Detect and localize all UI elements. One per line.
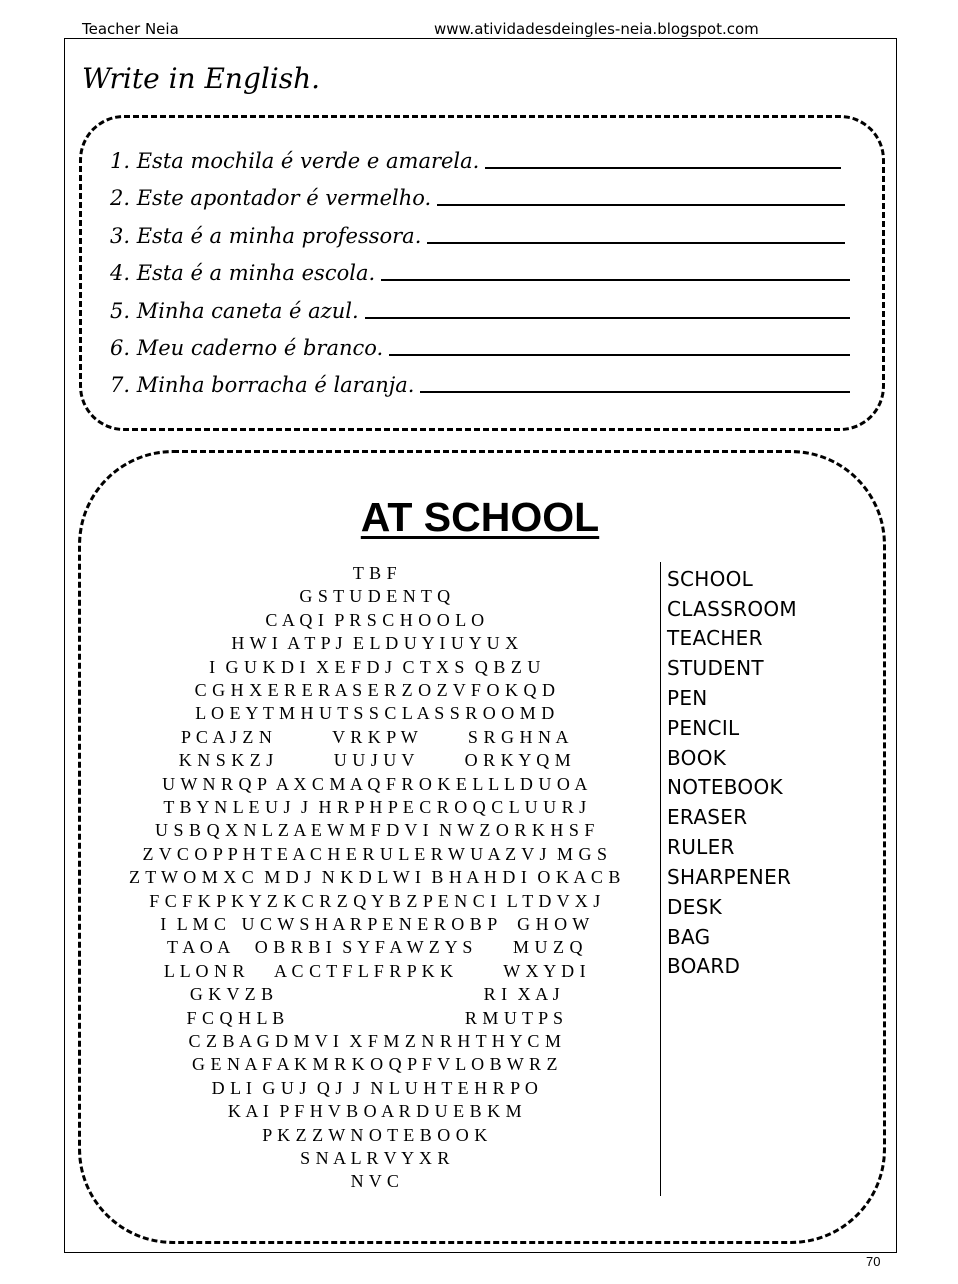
grid-row: K N S K Z J U U J U V O R K Y Q M bbox=[178, 750, 572, 771]
question-2-text: 2. Este apontador é vermelho. bbox=[110, 186, 432, 210]
grid-row: Z V C O P P H T E A C H E R U L E R W U A Z V J M G S bbox=[142, 843, 608, 864]
grid-row: I L M C U C W S H A R P E N E R O B P G H O W bbox=[160, 914, 590, 934]
word-list-item: PEN bbox=[667, 686, 708, 710]
question-4-text: 4. Esta é a minha escola. bbox=[110, 261, 376, 285]
word-list-item: SCHOOL bbox=[667, 567, 754, 591]
grid-row: F C Q H L B R M U T P S bbox=[186, 1007, 564, 1028]
word-list-item: RULER bbox=[667, 835, 735, 859]
grid-row: L O E Y T M H U T S S C L A S S R O O M D bbox=[195, 703, 555, 724]
question-3-text: 3. Esta é a minha professora. bbox=[110, 224, 422, 248]
word-list-item: CLASSROOM bbox=[667, 597, 797, 621]
word-list-item: PENCIL bbox=[667, 716, 740, 740]
grid-row: F C F K P K Y Z K C R Z Q Y B Z P E N C I L T D V X J bbox=[149, 890, 601, 911]
grid-row: H W I A T P J E L D U Y I U Y U X bbox=[231, 633, 519, 654]
word-search-title: AT SCHOOL bbox=[360, 494, 600, 540]
word-list-item: NOTEBOOK bbox=[667, 775, 783, 799]
column-divider bbox=[660, 562, 661, 1196]
grid-row: S N A L R V Y X R bbox=[300, 1148, 450, 1168]
grid-row: U W N R Q P A X C M A Q F R O K E L L L D U O A bbox=[162, 773, 588, 794]
grid-row: G K V Z B R I X A J bbox=[189, 984, 561, 1005]
word-list-item: DESK bbox=[667, 895, 723, 919]
grid-row: G S T U D E N T Q bbox=[299, 586, 451, 607]
grid-row: P C A J Z N V R K P W S R G H N A bbox=[181, 726, 569, 747]
word-list-item: BAG bbox=[667, 925, 711, 949]
question-1-text: 1. Esta mochila é verde e amarela. bbox=[110, 149, 480, 173]
grid-row: T A O A O B R B I S Y F A W Z Y S M U Z Q bbox=[167, 937, 583, 958]
grid-row: D L I G U J Q J J N L U H T E H R P O bbox=[211, 1077, 539, 1098]
question-2 bbox=[110, 181, 845, 211]
grid-row: N V C bbox=[350, 1171, 400, 1192]
question-3 bbox=[110, 219, 845, 249]
grid-row: L L O N R A C C T F L F R P K K W X Y D I bbox=[163, 960, 587, 981]
grid-row: C Z B A G D M V I X F M Z N R H T H Y C M bbox=[188, 1031, 562, 1051]
answer-line-5[interactable] bbox=[365, 317, 850, 319]
word-list-item: BOOK bbox=[667, 746, 727, 770]
grid-row: C G H X E R E R A S E R Z O Z V F O K Q D bbox=[194, 680, 556, 700]
answer-line-3[interactable] bbox=[427, 242, 845, 244]
question-5-text: 5. Minha caneta é azul. bbox=[110, 299, 359, 323]
answer-line-4[interactable] bbox=[381, 279, 850, 281]
word-list-item: SHARPENER bbox=[667, 865, 792, 889]
grid-row: T B F bbox=[352, 563, 398, 583]
grid-row: T B Y N L E U J J H R P H P E C R O Q C L U U R J bbox=[163, 797, 587, 817]
question-4 bbox=[110, 256, 850, 286]
word-list-item: TEACHER bbox=[667, 626, 763, 650]
grid-row: P K Z Z W N O T E B O O K bbox=[262, 1124, 488, 1145]
grid-row: K A I P F H V B O A R D U E B K M bbox=[227, 1101, 523, 1122]
answer-line-6[interactable] bbox=[389, 354, 850, 356]
grid-row: U S B Q X N L Z A E W M F D V I N W Z O R K H S F bbox=[155, 820, 595, 841]
question-6-text: 6. Meu caderno é branco. bbox=[110, 336, 384, 360]
question-6 bbox=[110, 331, 850, 361]
grid-row: Z T W O M X C M D J N K D L W I B H A H D I O K A C B bbox=[129, 867, 621, 888]
question-5 bbox=[110, 294, 850, 324]
word-list-item: STUDENT bbox=[667, 656, 764, 680]
answer-line-1[interactable] bbox=[485, 167, 841, 169]
exercise-title: Write in English. bbox=[82, 62, 321, 95]
word-list-item: ERASER bbox=[667, 805, 748, 829]
word-list-item: BOARD bbox=[667, 954, 741, 978]
question-1 bbox=[110, 144, 841, 174]
question-7 bbox=[110, 368, 850, 398]
answer-line-7[interactable] bbox=[420, 391, 850, 393]
grid-row: I G U K D I X E F D J C T X S Q B Z U bbox=[209, 656, 541, 677]
page-number: 70 bbox=[866, 1254, 881, 1269]
question-7-text: 7. Minha borracha é laranja. bbox=[110, 373, 415, 397]
answer-line-2[interactable] bbox=[437, 204, 845, 206]
grid-row: G E N A F A K M R K O Q P F V L O B W R Z bbox=[192, 1054, 558, 1075]
header-website: www.atividadesdeingles-neia.blogspot.com bbox=[434, 20, 759, 38]
grid-row: C A Q I P R S C H O O L O bbox=[265, 609, 485, 630]
header-author: Teacher Neia bbox=[82, 20, 179, 38]
